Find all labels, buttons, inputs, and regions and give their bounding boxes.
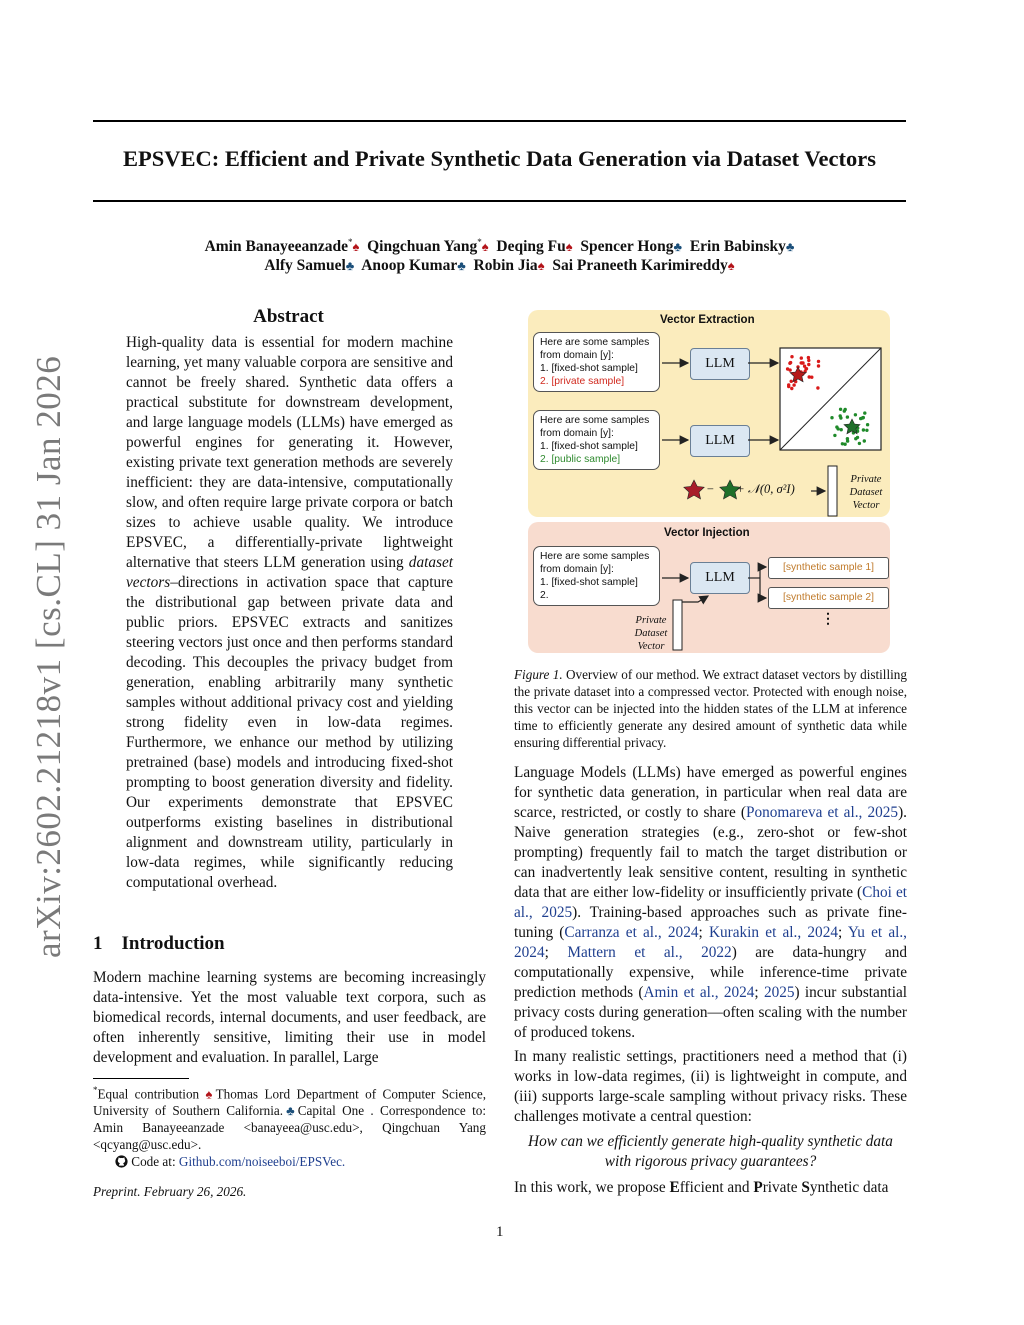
author: Erin Babinsky bbox=[689, 238, 786, 256]
club-icon: ♣ bbox=[673, 239, 683, 255]
citation-link[interactable]: 2025 bbox=[763, 984, 795, 1001]
arxiv-identifier[interactable]: arXiv:2602.21218v1 [cs.CL] 31 Jan 2026 bbox=[29, 355, 68, 958]
scatter-point bbox=[790, 387, 793, 390]
scatter-point bbox=[800, 361, 803, 364]
right-paragraph-2: In many realistic settings, practitioners need a method that (i) works in low-data regimes, (ii) is lightweight in compute, and (iii) supports large-scale sampling without privacy risks. These challenges motivate a central question: bbox=[514, 1048, 907, 1125]
club-icon: ♣ bbox=[283, 1103, 298, 1119]
llm-box-generation: LLM bbox=[690, 562, 750, 594]
arrow bbox=[682, 596, 708, 602]
author: Alfy Samuel bbox=[264, 257, 346, 274]
scatter-point bbox=[817, 360, 820, 363]
synthetic-sample-1: [synthetic sample 1] bbox=[768, 557, 889, 579]
right-paragraph-3: In this work, we propose Efficient and Private Synthetic data bbox=[514, 1179, 889, 1196]
scatter-point bbox=[830, 416, 833, 419]
scatter-point bbox=[817, 364, 820, 367]
author: Anoop Kumar bbox=[361, 257, 458, 274]
scatter-point bbox=[789, 361, 792, 364]
noise-formula: − + 𝒩(0, σ²I) bbox=[706, 482, 795, 496]
scatter-point bbox=[790, 355, 793, 358]
scatter-point bbox=[862, 428, 865, 431]
citation-link[interactable]: Kurakin et al., 2024 bbox=[708, 924, 838, 941]
synthetic-sample-2: [synthetic sample 2] bbox=[768, 587, 889, 609]
scatter-point bbox=[862, 416, 865, 419]
author: Spencer Hong bbox=[580, 238, 674, 256]
red-star-icon bbox=[684, 480, 704, 499]
scatter-point bbox=[835, 425, 838, 428]
llm-box-private: LLM bbox=[690, 348, 750, 380]
spade-icon: ♠ bbox=[205, 1086, 216, 1102]
citation-link[interactable]: Carranza et al., 2024 bbox=[564, 924, 699, 941]
preprint-note: Preprint. February 26, 2026. bbox=[93, 1184, 247, 1199]
code-link[interactable]: Github.com/noiseeboi/EPSVec. bbox=[178, 1154, 346, 1170]
scatter-point bbox=[863, 411, 866, 414]
intro-paragraph: Modern machine learning systems are becoming increasingly data-intensive. Yet the most valuable text corpora, such as biomedical records, internal documents, and user feedback, are often inherently sensitive, limiting their use in model development and evaluation. In parallel, Large bbox=[93, 969, 486, 1066]
scatter-point bbox=[807, 359, 810, 362]
club-icon: ♣ bbox=[457, 258, 466, 273]
citation-link[interactable]: Choi et al., 2025 bbox=[514, 884, 907, 921]
private-vector-label: Private Dataset Vector bbox=[849, 474, 883, 511]
private-prompt-box: Here are some samples from domain [y]: 1. [fixed-shot sample] 2. [private sample] bbox=[533, 332, 660, 392]
scatter-point bbox=[854, 413, 857, 416]
scatter-point bbox=[786, 367, 789, 370]
scatter-point bbox=[843, 409, 846, 412]
private-vector-bar bbox=[828, 466, 837, 516]
scatter-point bbox=[856, 436, 859, 439]
github-icon bbox=[93, 1154, 131, 1169]
author: Robin Jia bbox=[473, 257, 538, 274]
right-paragraph-1: Language Models (LLMs) have emerged as powerful engines for synthetic data generation, in particular when real data are scarce, restricted, or costly to share (Ponomareva et al., 2025). Naive generation strategies (e.g., zero-shot or few-shot prompting) frequently fail to match the target distribution or can inadvertently leak sensitive content, resulting in synthetic data that are either low-fidelity or insufficiently private (Choi et al., 2025). Training-based approaches such as private fine-tuning (Carranza et al., 2024; Kurakin et al., 2024; Yu et al., 2024; Mattern et al., 2022) are data-hungry and computationally expensive, while inference-time private prediction methods (Amin et al., 2024; 2025) incur substantial privacy costs during generation—often scaling with the number of produced tokens. bbox=[514, 764, 908, 1041]
club-icon: ♣ bbox=[345, 258, 355, 273]
injection-diagram-svg bbox=[528, 522, 890, 653]
spade-icon: ♠ bbox=[727, 258, 735, 273]
vector-injection-title: Vector Injection bbox=[664, 527, 750, 539]
scatter-point bbox=[840, 428, 843, 431]
author: Qingchuan Yang bbox=[367, 238, 478, 256]
page-number: 1 bbox=[496, 1224, 504, 1240]
footnote-rule bbox=[93, 1078, 189, 1079]
abstract-heading: Abstract bbox=[253, 306, 324, 327]
scatter-point bbox=[839, 408, 842, 411]
private-vector-bar bbox=[673, 600, 682, 650]
generation-prompt-box: Here are some samples from domain [y]: 1. [fixed-shot sample] 2. bbox=[533, 546, 660, 606]
scatter-point bbox=[863, 439, 866, 442]
spade-icon: ♠ bbox=[481, 239, 489, 255]
scatter-point bbox=[865, 429, 868, 432]
author: Deqing Fu bbox=[496, 238, 566, 256]
vector-extraction-title: Vector Extraction bbox=[660, 314, 755, 326]
scatter-point bbox=[787, 385, 790, 388]
figure-caption: Figure 1. Overview of our method. We extract dataset vectors by distilling the private dataset into a compressed vector. Protected with enough noise, this vector can be injected into the hidden states of the LLM at inference time to efficiently generate any desired amount of synthetic data while ensuring differential privacy. bbox=[514, 667, 907, 750]
citation-link[interactable]: Mattern et al., 2022 bbox=[567, 944, 732, 961]
scatter-point bbox=[858, 442, 861, 445]
scatter-point bbox=[792, 383, 795, 386]
citation-link[interactable]: Yu et al., 2024 bbox=[514, 924, 908, 961]
scatter-point bbox=[790, 380, 793, 383]
central-question: How can we efficiently generate high-quality synthetic data with rigorous privacy guarantees? bbox=[528, 1133, 893, 1170]
private-vector-label: Private Dataset Vector bbox=[634, 615, 668, 652]
authors-line-2 bbox=[93, 257, 906, 275]
scatter-point bbox=[866, 423, 869, 426]
author: Amin Banayeeanzade bbox=[204, 238, 348, 256]
scatter-point bbox=[839, 416, 842, 419]
scatter-point bbox=[808, 375, 811, 378]
section-heading-introduction: 1 Introduction bbox=[93, 933, 225, 954]
scatter-point bbox=[846, 415, 849, 418]
club-icon: ♣ bbox=[785, 239, 795, 255]
citation-link[interactable]: Ponomareva et al., 2025 bbox=[745, 804, 899, 821]
spade-icon: ♠ bbox=[565, 239, 573, 255]
paper-title: EPSVEC: Efficient and Private Synthetic Data Generation via Dataset Vectors bbox=[122, 146, 877, 171]
scatter-point bbox=[800, 356, 803, 359]
author: Sai Praneeth Karimireddy bbox=[552, 257, 728, 274]
spade-icon: ♠ bbox=[352, 239, 360, 255]
scatter-point bbox=[846, 437, 849, 440]
scatter-point bbox=[807, 363, 810, 366]
scatter-point bbox=[833, 434, 836, 437]
abstract-text: High-quality data is essential for modern machine learning, yet many valuable corpora are sensitive and cannot be freely shared. Synthetic data offers a practical substitute for downstream development, and large language models (LLMs) have emerged as powerful engines for generating it. However, existing private text generation methods are severely inefficient: they are data-intensive, computationally slow, and often require large private corpora or batch sizes to achieve usable quality. We introduce EPSVEC, a differentially-private lightweight alternative that steers LLM generation using dataset vectors–directions in activation space that capture the distributional gap between private data and public priors. EPSVEC extracts and sanitizes steering vectors just once and then performs standard decoding. This decouples the privacy budget from generation, enabling arbitrarily many synthetic samples without additional privacy cost and yielding strong fidelity even in low-data regimes. Furthermore, we enhance our method by utilizing pretrained (base) models and introducing fixed-shot prompting to boost generation diversity and fidelity. Our experiments demonstrate that EPSVEC outperforms existing baselines in distributional alignment and downstream utility, particularly in low-data regimes, while significantly reducing computational overhead. bbox=[126, 334, 453, 891]
title-top-rule bbox=[93, 120, 906, 122]
title-bottom-rule bbox=[93, 200, 906, 202]
llm-box-public: LLM bbox=[690, 425, 750, 457]
citation-link[interactable]: Amin et al., 2024 bbox=[643, 984, 755, 1001]
scatter-point bbox=[805, 367, 808, 370]
spade-icon: ♠ bbox=[537, 258, 545, 273]
more-samples-ellipsis: ⋮ bbox=[821, 612, 835, 627]
footnote: *Equal contribution ♠Thomas Lord Department of Computer Science, University of Southern California.♣Capital One . Correspondence to: Amin Banayeeanzade <banayeea@usc.edu>, Qingchuan Yang <qcyang@usc.edu>. Code at: Github.com/noiseeboi/EPSVec. bbox=[93, 1085, 487, 1170]
scatter-point bbox=[843, 443, 846, 446]
authors-line-1: Amin Banayeeanzade*♠ Qingchuan Yang*♠ Deqing Fu♠ Spencer Hong♣ Erin Babinsky♣ bbox=[204, 237, 795, 256]
public-prompt-box: Here are some samples from domain [y]: 1. [fixed-shot sample] 2. [public sample] bbox=[533, 410, 660, 470]
scatter-point bbox=[816, 386, 819, 389]
